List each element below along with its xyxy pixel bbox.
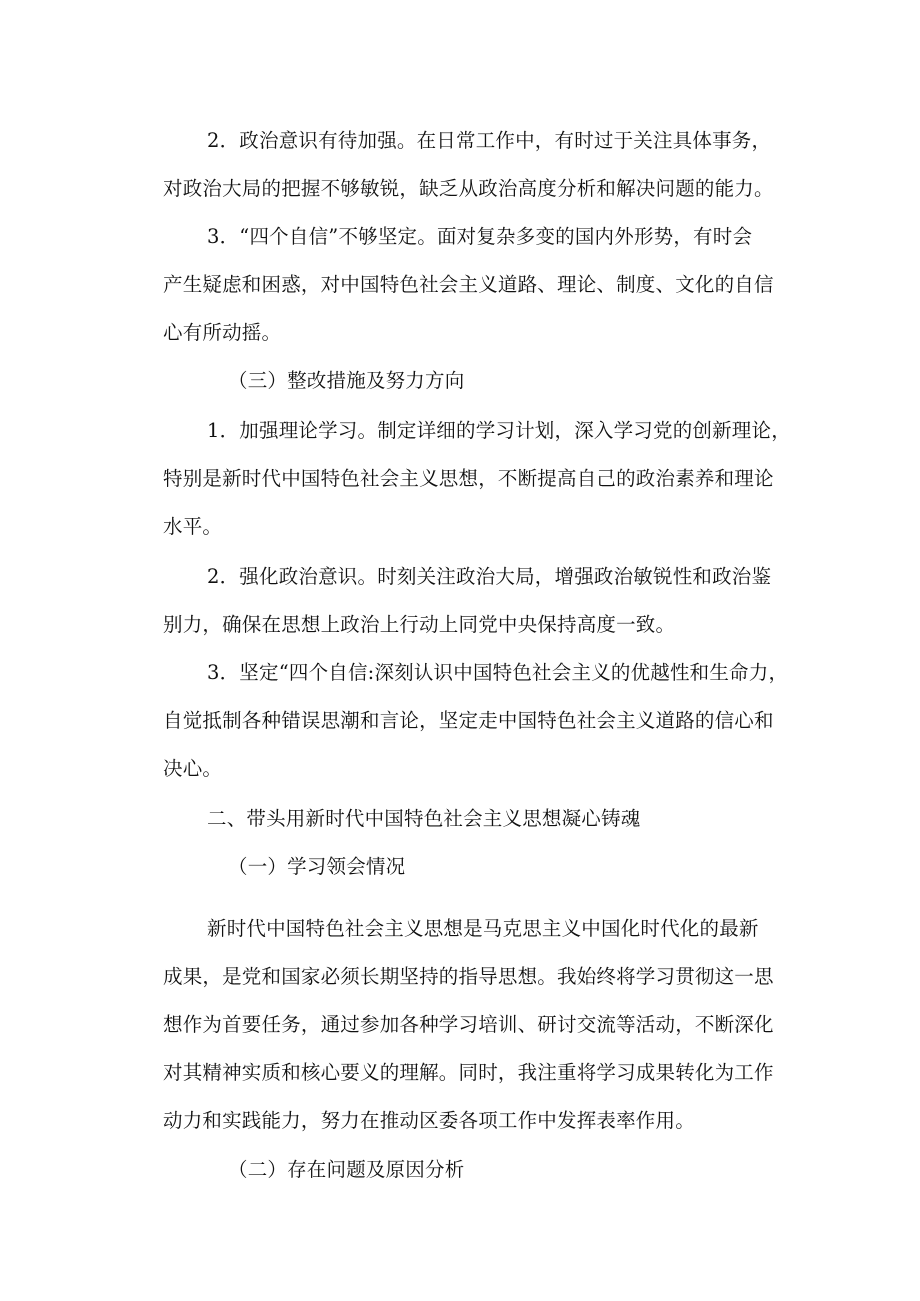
paragraph-line: 动力和实践能力，努力在推动区委各项工作中发挥表率作用。 (163, 1109, 695, 1132)
item-line: 3．坚定“四个自信:深刻认识中国特色社会主义的优越性和生命力， (207, 661, 789, 684)
item-line: 别力，确保在思想上政治上行动上同党中央保持高度一致。 (163, 613, 676, 636)
item-line: 3．“四个自信”不够坚定。面对复杂多变的国内外形势，有时会 (207, 225, 753, 248)
item-line: 2．强化政治意识。时刻关注政治大局，增强政治敏锐性和政治鉴 (207, 565, 772, 588)
section-subheading: （二）存在问题及原因分析 (228, 1158, 465, 1181)
section-subheading: （三）整改措施及努力方向 (228, 369, 465, 392)
paragraph-line: 成果，是党和国家必须长期坚持的指导思想。我始终将学习贯彻这一思 (163, 965, 774, 988)
item-line: 2．政治意识有待加强。在日常工作中，有时过于关注具体事务， (207, 129, 772, 152)
item-line: 产生疑虑和困惑，对中国特色社会主义道路、理论、制度、文化的自信 (163, 273, 774, 296)
paragraph-line: 对其精神实质和核心要义的理解。同时，我注重将学习成果转化为工作 (163, 1061, 774, 1084)
item-line: 水平。 (163, 515, 223, 538)
section-heading: 二、带头用新时代中国特色社会主义思想凝心铸魂 (207, 807, 641, 830)
item-line: 心有所动摇。 (163, 321, 282, 344)
item-line: 自觉抵制各种错误思潮和言论，坚定走中国特色社会主义道路的信心和 (163, 709, 774, 732)
item-line: 特别是新时代中国特色社会主义思想，不断提高自己的政治素养和理论 (163, 467, 774, 490)
item-line: 决心。 (163, 757, 223, 780)
item-line: 1．加强理论学习。制定详细的学习计划，深入学习党的创新理论， (207, 419, 791, 442)
section-subheading: （一）学习领会情况 (228, 855, 406, 878)
item-line: 对政治大局的把握不够敏锐，缺乏从政治高度分析和解决问题的能力。 (163, 177, 774, 200)
paragraph-line: 想作为首要任务，通过参加各种学习培训、研讨交流等活动，不断深化 (163, 1013, 774, 1036)
paragraph-line: 新时代中国特色社会主义思想是马克思主义中国化时代化的最新 (207, 917, 759, 940)
